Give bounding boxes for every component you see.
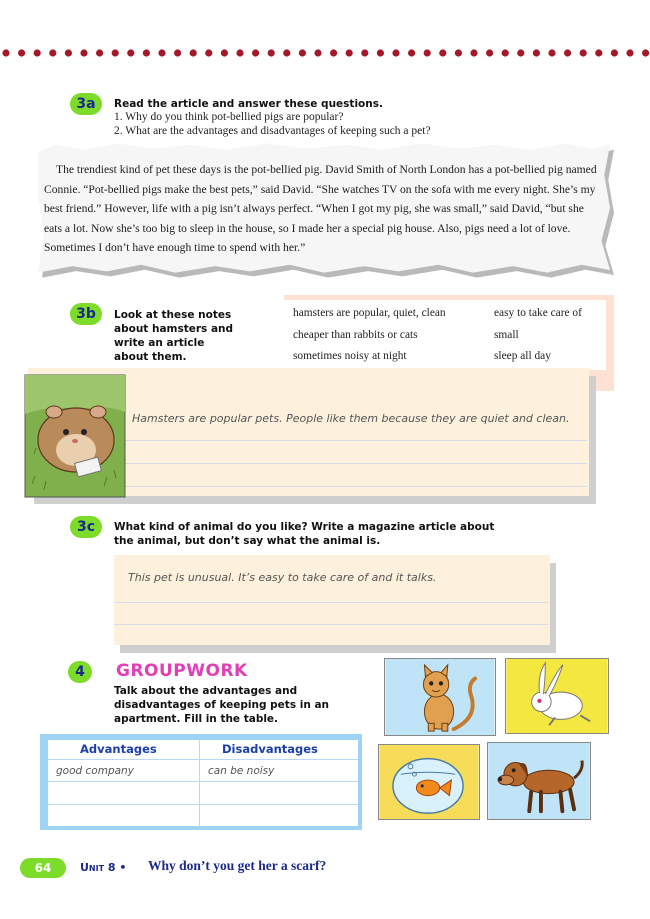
unit-title: Why don’t you get her a scarf? <box>148 858 327 873</box>
instruction-4-line-1: Talk about the advantages and <box>114 685 298 697</box>
note-right-2: small <box>494 329 519 341</box>
writing-rule <box>118 486 587 487</box>
border-dot <box>112 49 119 56</box>
note-right-1: easy to take care of <box>494 307 582 319</box>
border-dot <box>236 49 243 56</box>
instruction-3b-line-4: about them. <box>114 351 187 363</box>
border-dot <box>548 49 555 56</box>
unit-label: Unit 8 • <box>80 861 127 874</box>
border-dot <box>252 49 259 56</box>
border-dot <box>611 49 618 56</box>
table-cell-disadvantage-1[interactable]: can be noisy <box>208 765 275 777</box>
border-dot <box>314 49 321 56</box>
note-right-3: sleep all day <box>494 350 551 362</box>
border-dot <box>330 49 337 56</box>
border-dot <box>439 49 446 56</box>
border-dot <box>580 49 587 56</box>
border-dot <box>361 49 368 56</box>
table-cell-advantage-1[interactable]: good company <box>56 765 134 777</box>
page-number: 64 <box>20 858 66 878</box>
border-dot <box>346 49 353 56</box>
border-dot <box>392 49 399 56</box>
note-left-3: sometimes noisy at night <box>293 350 407 362</box>
border-dot <box>158 49 165 56</box>
border-dot <box>408 49 415 56</box>
border-dot <box>96 49 103 56</box>
instruction-4-line-3: apartment. Fill in the table. <box>114 713 279 725</box>
border-dot <box>205 49 212 56</box>
border-dot <box>564 49 571 56</box>
unit-label-text: Unit 8 <box>80 861 116 874</box>
animal-writing-panel[interactable] <box>114 555 550 645</box>
border-dot <box>377 49 384 56</box>
rabbit-picture <box>505 658 609 734</box>
border-dot <box>80 49 87 56</box>
hamster-picture <box>24 374 126 498</box>
border-dot <box>486 49 493 56</box>
border-dot <box>595 49 602 56</box>
animal-writing-sample: This pet is unusual. It’s easy to take care of and it talks. <box>128 571 437 584</box>
pig-article-text: The trendiest kind of pet these days is the pot-bellied pig. David Smith of North London has a pot-bellied pig named Connie. “Pot-bellied pigs make the best pets,” said David. “She watches TV on the sofa with me every night. She’s my best friend.” However, life with a pig isn’t always perfect. “When I got my pig, she was small,” said David, “but she eats a lot. Now she’s too big to sleep in the house, so I made her a special pig house. Also, pigs need a lot of love. Sometimes I don’t have enough time to spend with her.” <box>44 163 597 254</box>
border-dot <box>517 49 524 56</box>
hamster-writing-sample: Hamsters are popular pets. People like them because they are quiet and clean. <box>132 412 570 425</box>
table-rule <box>48 759 358 760</box>
exercise-badge-3b: 3b <box>70 303 102 325</box>
cat-picture <box>384 658 496 736</box>
border-dot <box>190 49 197 56</box>
border-dot <box>424 49 431 56</box>
table-column-divider <box>199 740 200 826</box>
writing-rule <box>118 440 587 441</box>
border-dot <box>49 49 56 56</box>
table-rule <box>48 804 358 805</box>
border-dot <box>626 49 633 56</box>
exercise-badge-3c: 3c <box>70 516 102 538</box>
border-dot <box>127 49 134 56</box>
goldfish-picture <box>378 744 480 820</box>
instruction-3b-line-2: about hamsters and <box>114 323 234 335</box>
note-left-1: hamsters are popular, quiet, clean <box>293 307 446 319</box>
exercise-badge-3a: 3a <box>70 93 102 115</box>
border-dot <box>502 49 509 56</box>
border-dot <box>65 49 72 56</box>
instruction-3a: Read the article and answer these questions. <box>114 98 383 110</box>
writing-rule <box>118 463 587 464</box>
instruction-4-line-2: disadvantages of keeping pets in an <box>114 699 330 711</box>
dog-picture <box>487 742 591 820</box>
question-2: 2. What are the advantages and disadvantages of keeping such a pet? <box>114 125 431 137</box>
table-rule <box>48 781 358 782</box>
instruction-3c-line-2: the animal, but don’t say what the animal is. <box>114 535 381 547</box>
instruction-3c-line-1: What kind of animal do you like? Write a magazine article about <box>114 521 495 533</box>
border-dot <box>174 49 181 56</box>
instruction-3b-line-3: write an article <box>114 337 205 349</box>
border-dot <box>2 49 9 56</box>
border-dot <box>34 49 41 56</box>
top-dotted-border <box>0 46 650 60</box>
table-header-disadvantages: Disadvantages <box>222 742 318 756</box>
border-dot <box>642 49 649 56</box>
border-dot <box>221 49 228 56</box>
writing-rule <box>114 602 548 603</box>
border-dot <box>533 49 540 56</box>
border-dot <box>299 49 306 56</box>
note-left-2: cheaper than rabbits or cats <box>293 329 418 341</box>
groupwork-title: GROUPWORK <box>116 661 248 681</box>
border-dot <box>143 49 150 56</box>
question-1: 1. Why do you think pot-bellied pigs are popular? <box>114 111 344 123</box>
table-header-advantages: Advantages <box>80 742 157 756</box>
border-dot <box>283 49 290 56</box>
exercise-badge-4: 4 <box>68 661 92 683</box>
border-dot <box>268 49 275 56</box>
border-dot <box>455 49 462 56</box>
instruction-3b-line-1: Look at these notes <box>114 309 232 321</box>
border-dot <box>18 49 25 56</box>
border-dot <box>470 49 477 56</box>
writing-rule <box>114 624 548 625</box>
